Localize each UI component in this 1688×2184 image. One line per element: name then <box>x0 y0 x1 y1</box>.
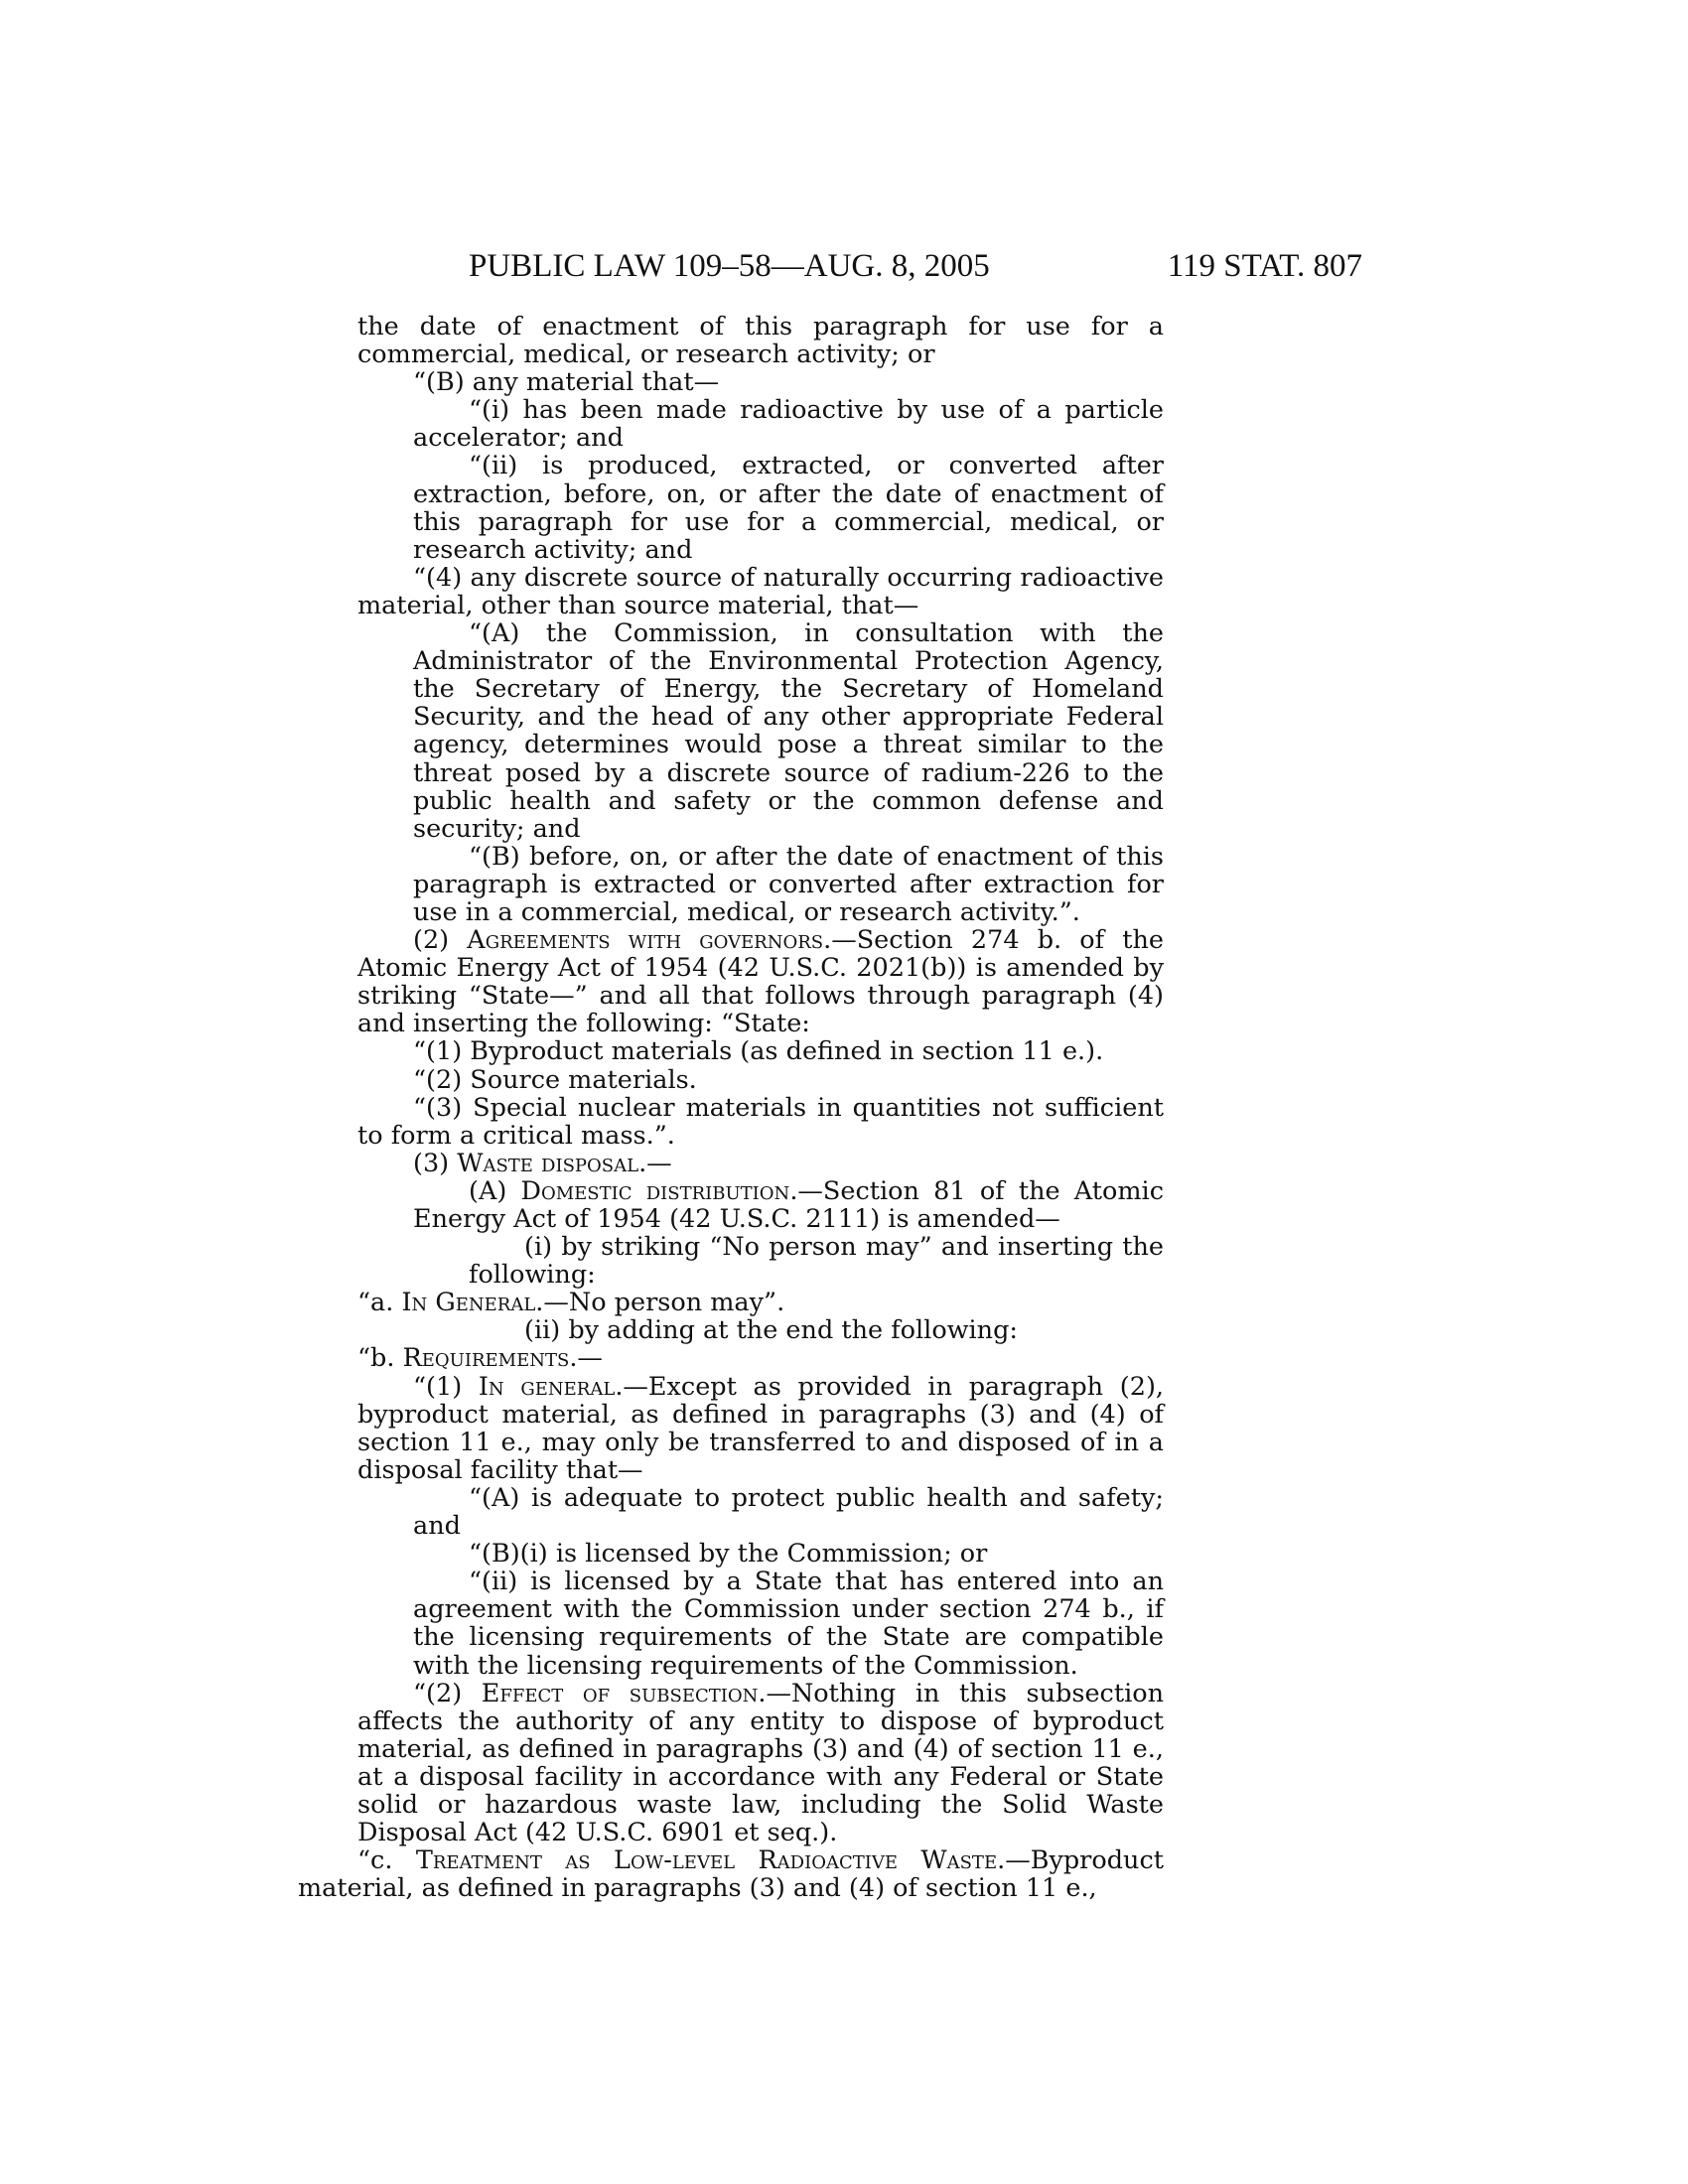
quoted-item-1 <box>298 1037 1164 1065</box>
clause-ii-adding <box>298 1316 1164 1344</box>
quoted-paragraph-2-effect <box>298 1680 1164 1847</box>
paragraph-heading: Agreements with governors <box>467 925 824 956</box>
paragraph-text: “(B) before, on, or after the date of enactment of this paragraph is extracted or converted after extraction for use in a commercial, medical, or research activity.”. <box>413 841 1164 927</box>
paragraph-number: “b. <box>357 1343 403 1374</box>
paragraph-number: (A) <box>469 1175 521 1206</box>
paragraph-text: .—Except as provided in paragraph (2), byproduct material, as defined in paragraphs (3) and (4) of section 11 e., may only be transferred to and disposed of in a disposal facility that— <box>357 1371 1165 1485</box>
paragraph-number: (3) <box>413 1148 458 1178</box>
paragraph-number: “(2) <box>413 1678 482 1708</box>
quoted-subsection-c <box>298 1846 1164 1902</box>
paragraph-text: .—No person may”. <box>535 1288 785 1318</box>
paragraph-text: .—Section 81 of the Atomic Energy Act of 1954 (42 U.S.C. 2111) is amended— <box>413 1175 1164 1234</box>
paragraph-text: (ii) by adding at the end the following: <box>524 1315 1019 1346</box>
paragraph-3-waste-disposal <box>298 1150 1164 1177</box>
paragraph-heading: In general <box>478 1371 616 1402</box>
quoted-subsection-b <box>298 1344 1164 1372</box>
paragraph-text: .—Section 274 b. of the Atomic Energy Act of 1954 (42 U.S.C. 2021(b)) is amended by striking “State—” and all that follows through paragraph (4) and inserting the following: “State: <box>357 925 1164 1039</box>
clause-ii-produced <box>298 452 1164 563</box>
paragraph-text: “(A) the Commission, in consultation with the Administrator of the Environmental Protection Agency, the Secretary of Energy, the Secretary of Homeland Security, and the head of any other appropriate Federal agency, determines would pose a threat similar to the threat posed by a discrete source of radium-226 to the public health and safety or the common defense and security; and <box>413 618 1164 844</box>
paragraph-text: .—Byproduct material, as defined in paragraphs (3) and (4) of section 11 e., <box>298 1845 1164 1904</box>
paragraph-number: “(1) <box>413 1371 479 1402</box>
quoted-subsection-a <box>298 1289 1164 1316</box>
paragraph-text: “(B)(i) is licensed by the Commission; or <box>469 1539 988 1570</box>
quoted-subparagraph-B-licensed <box>298 1540 1164 1568</box>
quoted-item-3 <box>298 1094 1164 1150</box>
paragraph-heading: Requirements <box>402 1343 570 1374</box>
paragraph-text: “(1) Byproduct materials (as defined in section 11 e.). <box>413 1036 1104 1067</box>
paragraph-text: the date of enactment of this paragraph for use for a commercial, medical, or research activity; or <box>357 312 1164 370</box>
page-header <box>469 246 1362 286</box>
paragraph-B-material <box>298 368 1164 396</box>
paragraph-text: “(A) is adequate to protect public health and safety; and <box>413 1482 1164 1542</box>
quoted-clause-ii-state <box>298 1568 1164 1679</box>
paragraph-text: “(4) any discrete source of naturally occurring radioactive material, other than source material, that— <box>357 562 1164 620</box>
subparagraph-B-before <box>298 843 1164 926</box>
paragraph-text: “(2) Source materials. <box>413 1064 697 1095</box>
paragraph-text: “(B) any material that— <box>413 367 720 398</box>
paragraph-continuation <box>298 313 1164 368</box>
quoted-item-2 <box>298 1066 1164 1094</box>
paragraph-text: (i) by striking “No person may” and inserting the following: <box>469 1232 1164 1291</box>
quoted-subparagraph-A-adequate <box>298 1484 1164 1540</box>
statute-text <box>298 313 1164 1902</box>
paragraph-heading: Effect of subsection <box>481 1678 759 1708</box>
clause-i-accelerator <box>298 396 1164 452</box>
paragraph-text: “(ii) is produced, extracted, or converted after extraction, before, on, or after the date of enactment of this paragraph for use for a commercial, medical, or research activity; and <box>413 451 1164 565</box>
paragraph-text: “(i) has been made radioactive by use of a particle accelerator; and <box>413 395 1164 454</box>
paragraph-number: (2) <box>413 925 468 956</box>
statute-page-number: 119 STAT. 807 <box>1167 248 1362 284</box>
running-head-title: PUBLIC LAW 109–58—AUG. 8, 2005 <box>469 248 990 284</box>
paragraph-heading: Domestic distribution <box>520 1175 790 1206</box>
clause-i-striking <box>298 1233 1164 1289</box>
paragraph-text: .— <box>638 1148 672 1178</box>
paragraph-4-discrete-source <box>298 564 1164 619</box>
paragraph-2-agreements <box>298 926 1164 1037</box>
quoted-paragraph-1-in-general <box>298 1373 1164 1484</box>
subparagraph-A-commission <box>298 619 1164 843</box>
subparagraph-A-domestic-distribution <box>298 1177 1164 1233</box>
paragraph-text: “(3) Special nuclear materials in quantities not sufficient to form a critical mass.”. <box>357 1092 1164 1151</box>
paragraph-heading: Treatment as Low-level Radioactive Waste <box>415 1845 998 1876</box>
paragraph-text: .— <box>569 1343 603 1374</box>
paragraph-text: “(ii) is licensed by a State that has entered into an agreement with the Commission under section 274 b., if the licensing requirements of the State are compatible with the licensing requirements of the Commission. <box>413 1567 1164 1681</box>
paragraph-heading: Waste disposal <box>457 1148 639 1178</box>
paragraph-number: “c. <box>357 1845 416 1876</box>
paragraph-number: “a. <box>357 1288 402 1318</box>
paragraph-heading: In General <box>401 1288 536 1318</box>
paragraph-text: .—Nothing in this subsection affects the authority of any entity to dispose of byproduct material, as defined in paragraphs (3) and (4) of section 11 e., at a disposal facility in accordance with any Federal or State solid or hazardous waste law, including the Solid Waste Disposal Act (42 U.S.C. 6901 et seq.). <box>357 1678 1164 1848</box>
